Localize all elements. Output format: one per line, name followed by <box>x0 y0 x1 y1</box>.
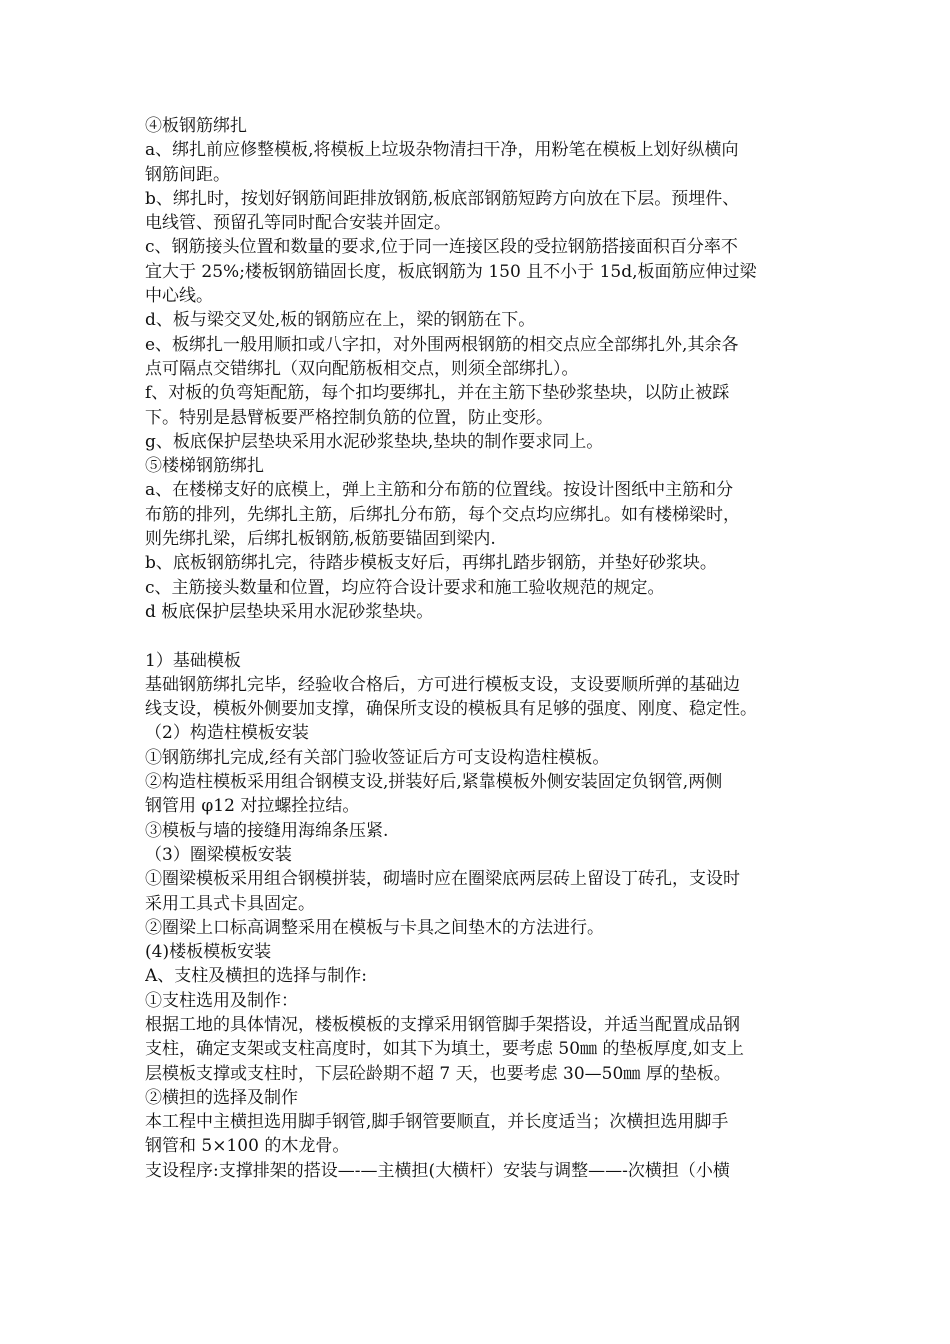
text-line: b、绑扎时，按划好钢筋间距排放钢筋,板底部钢筋短跨方向放在下层。预埋件、 <box>145 188 740 209</box>
text-line: f、对板的负弯矩配筋，每个扣均要绑扎，并在主筋下垫砂浆垫块，以防止被踩 <box>145 383 730 404</box>
text-line: e、板绑扎一般用顺扣或八字扣，对外围两根钢筋的相交点应全部绑扎外,其余各 <box>145 334 739 355</box>
text-line: ④板钢筋绑扎 <box>145 116 247 136</box>
text-line: 宜大于 25%;楼板钢筋锚固长度，板底钢筋为 150 且不小于 15d,板面筋应伸过梁 <box>145 261 757 282</box>
text-line: （3）圈梁模板安装 <box>145 844 292 865</box>
text-line: 下。特别是悬臂板要严格控制负筋的位置，防止变形。 <box>145 407 553 428</box>
text-line: ②圈梁上口标高调整采用在模板与卡具之间垫木的方法进行。 <box>145 917 604 938</box>
text-line: d 板底保护层垫块采用水泥砂浆垫块。 <box>145 601 434 622</box>
text-line: 1）基础模板 <box>145 650 241 671</box>
text-line: 钢筋间距。 <box>145 164 230 185</box>
text-line: 本工程中主横担选用脚手钢管,脚手钢管要顺直，并长度适当；次横担选用脚手 <box>145 1112 729 1133</box>
text-line: 点可隔点交错绑扎（双向配筋板相交点，则须全部绑扎）。 <box>145 358 579 379</box>
document-body <box>145 114 810 1183</box>
text-line: d、板与梁交叉处,板的钢筋应在上，梁的钢筋在下。 <box>145 310 536 331</box>
blank-line <box>145 624 810 648</box>
text-line: b、底板钢筋绑扎完，待踏步模板支好后，再绑扎踏步钢筋，并垫好砂浆块。 <box>145 553 717 574</box>
text-line: ②构造柱模板采用组合钢模支设,拼装好后,紧靠模板外侧安装固定负钢管,两侧 <box>145 772 723 793</box>
text-line: 则先绑扎梁，后绑扎板钢筋,板筋要锚固到梁内. <box>145 529 496 550</box>
text-line: a、绑扎前应修整模板,将模板上垃圾杂物清扫干净，用粉笔在模板上划好纵横向 <box>145 140 739 161</box>
text-line: 钢管用 φ12 对拉螺拴拉结。 <box>145 796 360 817</box>
text-line: A、支柱及横担的选择与制作: <box>145 966 368 987</box>
text-line: 钢管和 5×100 的木龙骨。 <box>145 1136 350 1157</box>
text-line: 线支设，模板外侧要加支撑，确保所支设的模板具有足够的强度、刚度、稳定性。 <box>145 699 757 720</box>
text-line: ③模板与墙的接缝用海绵条压紧. <box>145 820 389 841</box>
text-line: (4)楼板模板安装 <box>145 942 272 963</box>
text-line: 中心线。 <box>145 286 213 307</box>
text-line: ②横担的选择及制作 <box>145 1087 298 1108</box>
text-line: 采用工具式卡具固定。 <box>145 893 315 914</box>
text-line: c、主筋接头数量和位置，均应符合设计要求和施工验收规范的规定。 <box>145 577 665 598</box>
text-line: ①支柱选用及制作： <box>145 990 298 1011</box>
text-line: ①圈梁模板采用组合钢模拼装，砌墙时应在圈梁底两层砖上留设丁砖孔，支设时 <box>145 869 740 890</box>
text-line: 基础钢筋绑扎完毕，经验收合格后，方可进行模板支设，支设要顺所弹的基础边 <box>145 674 740 695</box>
text-line: g、板底保护层垫块采用水泥砂浆垫块,垫块的制作要求同上。 <box>145 431 604 452</box>
text-line: ⑤楼梯钢筋绑扎 <box>145 456 264 477</box>
text-line: 支柱，确定支架或支柱高度时，如其下为填土，要考虑 50㎜ 的垫板厚度,如支上 <box>145 1039 744 1060</box>
text-line: ①钢筋绑扎完成,经有关部门验收签证后方可支设构造柱模板。 <box>145 747 610 768</box>
text-line: 支设程序:支撑排架的搭设—-—主横担(大横杆）安装与调整——-次横担（小横 <box>145 1160 730 1181</box>
text-line: 层模板支撑或支柱时，下层砼龄期不超 7 天，也要考虑 30—50㎜ 厚的垫板。 <box>145 1063 731 1084</box>
text-line: 布筋的排列，先绑扎主筋，后绑扎分布筋，每个交点均应绑扎。如有楼梯梁时， <box>145 504 740 525</box>
text-line: （2）构造柱模板安装 <box>145 723 309 744</box>
text-line: 根据工地的具体情况，楼板模板的支撑采用钢管脚手架搭设，并适当配置成品钢 <box>145 1014 740 1035</box>
text-line: 电线管、预留孔等同时配合安装并固定。 <box>145 213 451 234</box>
text-line: c、钢筋接头位置和数量的要求,位于同一连接区段的受拉钢筋搭接面积百分率不 <box>145 237 738 258</box>
text-line: a、在楼梯支好的底模上，弹上主筋和分布筋的位置线。按设计图纸中主筋和分 <box>145 480 734 501</box>
